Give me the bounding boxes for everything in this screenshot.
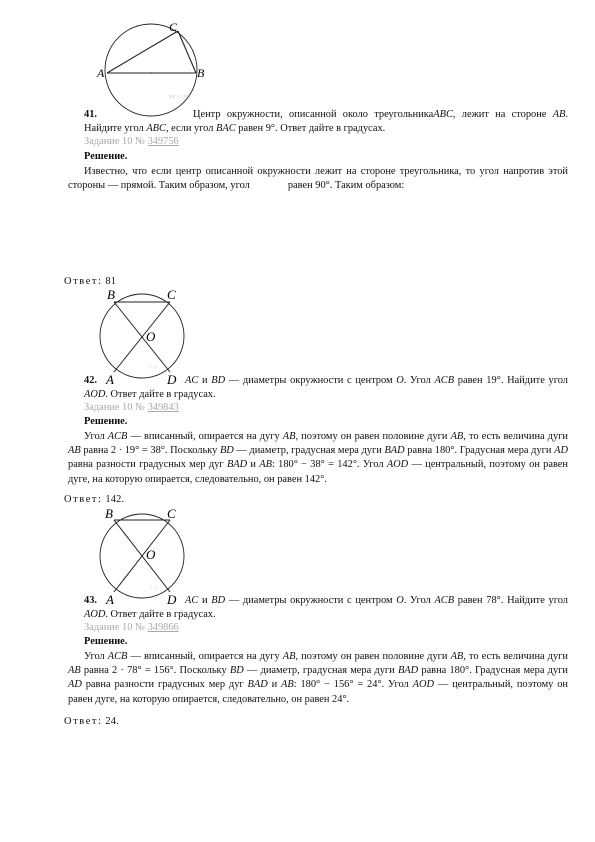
text: . Найдите угол <box>84 109 568 135</box>
math: BAD <box>247 679 268 691</box>
math: AD <box>68 679 82 691</box>
ref-text: Задание 10 № <box>84 622 145 633</box>
task-link[interactable]: 349843 <box>147 402 179 413</box>
text: и <box>201 375 208 386</box>
problem-number: 41. <box>84 109 97 120</box>
math: ABC <box>146 123 166 135</box>
problem-42-statement <box>84 374 568 402</box>
math: AC <box>185 595 199 606</box>
math: AB <box>68 665 81 677</box>
math: BD <box>219 445 234 457</box>
label-c: C <box>169 20 178 34</box>
label-d: D <box>167 372 177 387</box>
text: равен 9°. Ответ дайте в градусах. <box>238 123 386 135</box>
circle <box>100 294 184 378</box>
problem-43-statement <box>84 594 568 622</box>
text: , то есть величина дуги <box>463 651 568 662</box>
text: и <box>201 595 208 606</box>
label-a: A <box>106 372 114 387</box>
math: O <box>396 375 404 386</box>
figure-42 <box>96 284 192 388</box>
label-a: A <box>106 592 114 607</box>
center-dot <box>150 72 152 74</box>
problem-number: 42. <box>84 375 97 386</box>
math: ACB <box>107 651 128 662</box>
task-link[interactable]: 349866 <box>147 622 179 633</box>
math: AB <box>281 679 294 691</box>
text: Угол <box>84 651 105 662</box>
math: AB <box>282 651 296 662</box>
text: , лежит на стороне <box>452 109 547 120</box>
text: . Угол <box>403 595 431 606</box>
text: — диаметры окружности с центром <box>228 595 393 606</box>
math: BD <box>211 595 226 606</box>
task-reference <box>84 622 179 633</box>
math: BAD <box>397 665 419 677</box>
text: , то есть величина дуги <box>463 431 568 442</box>
answer-value: 142. <box>105 494 125 505</box>
text: , если угол <box>165 123 214 135</box>
text: — вписанный, опирается на дугу <box>130 431 280 442</box>
text: равна разности градусных мер дуг <box>85 679 244 691</box>
text: равна 180°. Градусная мера дуги <box>421 665 568 677</box>
text: Центр окружности, описанной около треугольника <box>193 109 434 120</box>
text: — диаметры окружности с центром <box>228 375 393 386</box>
text: , поэтому он равен половине дуги <box>295 431 448 442</box>
solution-label: Решение. <box>84 151 128 162</box>
task-reference <box>84 136 179 147</box>
label-b: B <box>197 66 205 80</box>
math: AOD <box>386 459 409 471</box>
label-c: C <box>167 506 176 521</box>
text: : 180° − 38° = 142°. Угол <box>271 459 384 471</box>
figure-43 <box>96 504 192 608</box>
label-b: B <box>105 506 113 521</box>
math: AD <box>554 445 568 457</box>
circle <box>105 24 197 116</box>
text: равен 78°. Найдите угол <box>457 595 568 606</box>
math: O <box>396 595 404 606</box>
math: AOD <box>412 679 434 691</box>
figure-stamp: [...] <box>150 584 156 589</box>
math: AB <box>282 431 296 442</box>
ref-text: Задание 10 № <box>84 402 145 413</box>
text: — диаметр, градусная мера дуги <box>246 665 395 677</box>
ref-text: Задание 10 № <box>84 136 145 147</box>
solution-text <box>68 650 568 707</box>
label-a: A <box>97 66 105 80</box>
text: — центральный, поэтому он равен дуге, на которую опирается, следовательно, он равен 142°. <box>68 459 568 485</box>
text: равен 90°. Таким образом: <box>287 180 405 192</box>
math: ACB <box>434 375 455 386</box>
math: AB <box>68 445 81 457</box>
math: AB <box>450 431 464 442</box>
text: Угол <box>84 431 105 442</box>
text: . Ответ дайте в градусах. <box>105 609 216 621</box>
text: и <box>250 459 256 471</box>
math: ABC <box>433 109 453 120</box>
label-o: O <box>146 329 156 344</box>
answer <box>64 716 119 727</box>
math: AB <box>259 459 272 471</box>
answer-value: 24. <box>105 716 119 727</box>
solution-text <box>68 430 568 487</box>
text: . Ответ дайте в градусах. <box>105 389 216 401</box>
math: AB <box>450 651 464 662</box>
answer-label: Ответ: <box>64 494 103 505</box>
solution-label: Решение. <box>84 636 128 647</box>
problem-number: 43. <box>84 595 97 606</box>
answer-label: Ответ: <box>64 716 103 727</box>
answer-label: Ответ: <box>64 276 103 287</box>
figure-stamp: [...] <box>150 364 156 369</box>
text: равен 19°. Найдите угол <box>457 375 568 386</box>
math: ACB <box>107 431 128 442</box>
side-ac <box>107 31 178 73</box>
math: BAD <box>226 459 248 471</box>
task-link[interactable]: 349756 <box>147 136 179 147</box>
text: равна 2 · 78° = 156°. Поскольку <box>83 665 227 677</box>
text: — центральный, поэтому он равен дуге, на которую опирается, следовательно, он равен 24°. <box>68 679 568 705</box>
math: AOD <box>84 389 106 401</box>
label-b: B <box>107 287 115 302</box>
math: AB <box>552 109 566 120</box>
math: BD <box>229 665 244 677</box>
problem-41-statement <box>84 108 568 136</box>
text: равна разности градусных мер дуг <box>68 459 224 471</box>
label-c: C <box>167 287 176 302</box>
text: и <box>271 679 278 691</box>
text: — вписанный, опирается на дугу <box>130 651 280 662</box>
math: AOD <box>84 609 106 621</box>
math: BAD <box>384 445 405 457</box>
text: Известно, что если центр описанной окружности лежит на стороне треугольника, то угол напротив этой стороны — прямой. Таким образом, угол <box>68 166 568 192</box>
label-d: D <box>167 592 177 607</box>
math: AC <box>185 375 199 386</box>
text: — диаметр, градусная мера дуги <box>236 445 382 457</box>
figure-stamp: [M]_[...] [N] <box>169 94 190 99</box>
solution-text <box>68 165 568 193</box>
math: ACB <box>434 595 455 606</box>
math: BD <box>211 375 226 386</box>
text: . Угол <box>403 375 431 386</box>
text: равна 2 · 19° = 38°. Поскольку <box>83 445 218 457</box>
text: , поэтому он равен половине дуги <box>295 651 448 662</box>
solution-label: Решение. <box>84 416 128 427</box>
text: : 180° − 156° = 24°. Угол <box>293 679 409 691</box>
math: BAC <box>216 123 236 135</box>
text: равна 180°. Градусная мера дуги <box>407 445 552 457</box>
label-o: O <box>146 547 156 562</box>
answer-value: 81 <box>105 276 117 287</box>
task-reference <box>84 402 179 413</box>
figure-41 <box>96 18 216 122</box>
